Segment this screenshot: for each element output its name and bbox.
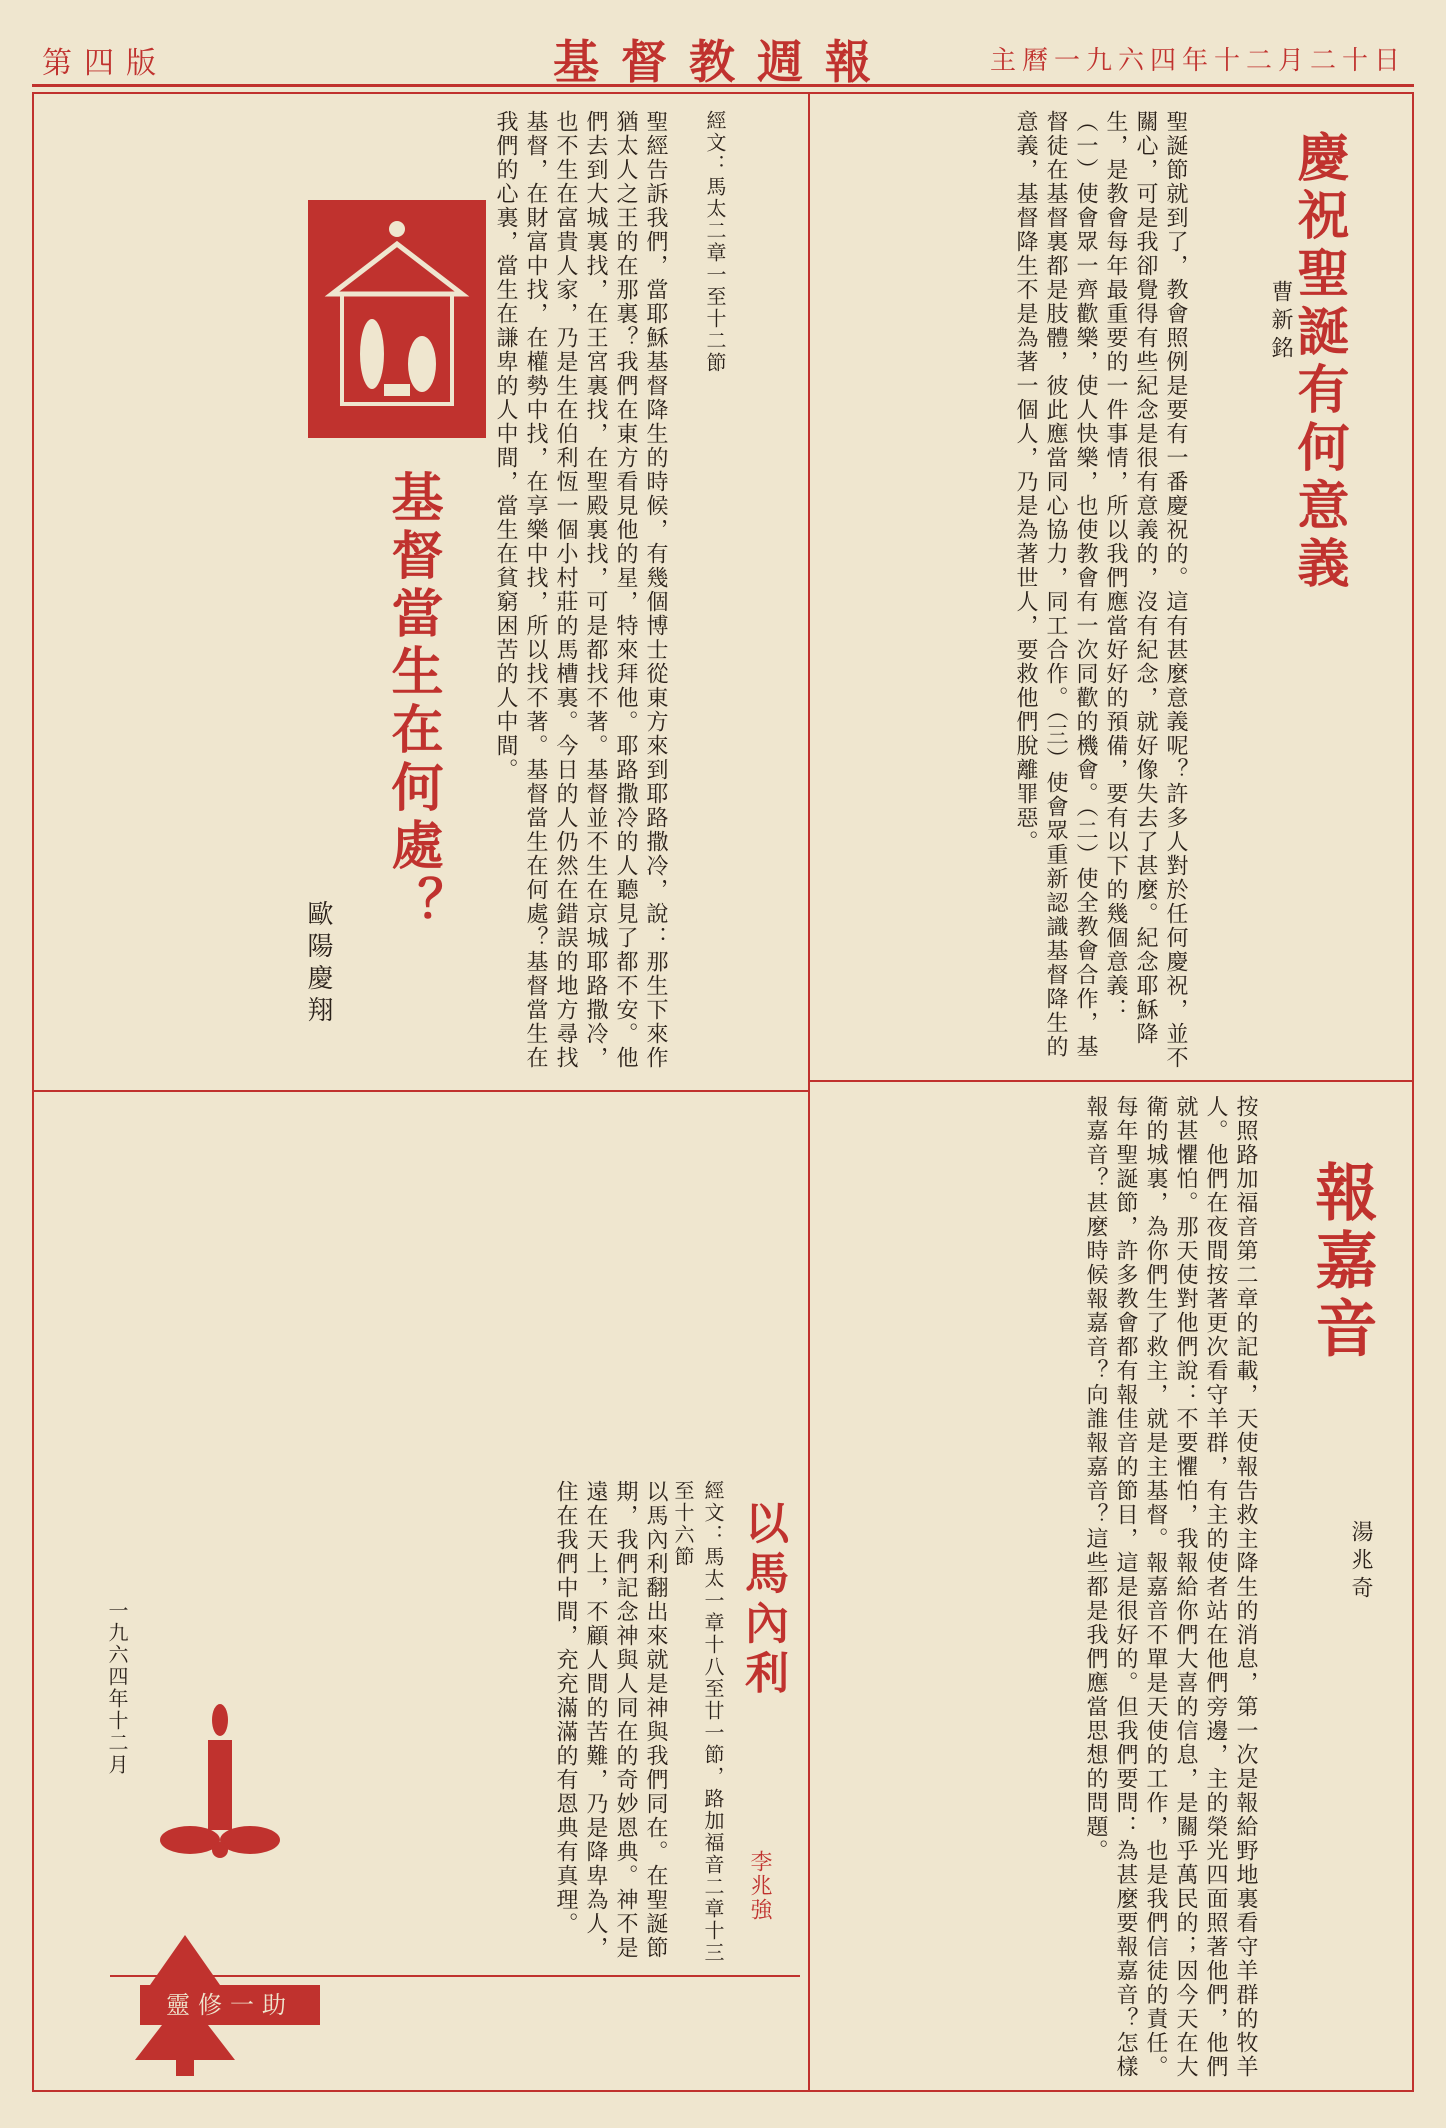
column-divider-right: [808, 92, 810, 2092]
issue-date: 主曆一九六四年十二月二十日: [989, 46, 1406, 76]
immanuel-scripture: 經文：馬太一章十八至廿一節，路加福音二章十三至十六節: [671, 1480, 725, 1964]
immanuel-title: 以馬內利: [737, 1500, 788, 1700]
candle-graphic-icon: [150, 1700, 290, 1880]
where-closing-date: 一九六四年十二月: [105, 1600, 129, 1776]
immanuel-author: 李兆強: [747, 1850, 772, 1922]
newspaper-title: 基督教週報: [553, 35, 893, 89]
where-title: 基督當生在何處？: [382, 470, 443, 934]
celebrate-author: 曹新銘: [1268, 280, 1293, 364]
gospel-title: 報嘉音: [1305, 1160, 1378, 1364]
masthead: [32, 22, 1414, 87]
where-scripture: 經文：馬太二章一至十二節: [703, 110, 727, 374]
celebrate-body: 聖誕節就到了，教會照例是要有一番慶祝的。這有甚麼意義呢？許多人對於任何慶祝，並不關心，可是我卻覺得有些紀念是很有意義的，沒有紀念，就好像失去了甚麼。紀念耶穌降生，是教會每年最重要的一件事情，所以我們應當好好的預備，要有以下的幾個意義：（一）使會眾一齊歡樂，使人快樂，也使教會有一次同歡的機會。（二）使全教會合作，基督徒在基督裏都是肢體，彼此應當同心協力，同工合作。（三）使會眾重新認識基督降生的意義，基督降生不是為著一個人，乃是為著世人，要救他們脫離罪惡。: [1013, 110, 1188, 1070]
gospel-author: 湯兆奇: [1348, 1520, 1373, 1604]
section-divider-right: [810, 1080, 1414, 1082]
where-body: 聖經告訴我們，當耶穌基督降生的時候，有幾個博士從東方來到耶路撒冷，說：那生下來作猶太人之王的在那裏？我們在東方看見他的星，特來拜他。耶路撒冷的人聽見了都不安。他們去到大城裏找，在王宮裏找，在聖殿裏找，可是都找不著。基督並不生在京城耶路撒冷，也不生在富貴人家，乃是生在伯利恆一個小村莊的馬槽裏。今日的人仍然在錯誤的地方尋找基督，在財富中找，在權勢中找，在享樂中找，所以找不著。基督當生在何處？基督當生在我們的心裏，當生在謙卑的人中間，當生在貧窮困苦的人中間。: [493, 110, 668, 1070]
immanuel-body: 以馬內利翻出來就是神與我們同在。在聖誕節期，我們記念神與人同在的奇妙恩典。神不是遠在天上，不顧人間的苦難，乃是降卑為人，住在我們中間，充充滿滿的有恩典有真理。: [553, 1480, 668, 1960]
edition-label: 第四版: [42, 46, 168, 81]
celebrate-title: 慶祝聖誕有何意義: [1288, 130, 1349, 594]
gospel-body: 按照路加福音第二章的記載，天使報告救主降生的消息，第一次是報給野地裏看守羊群的牧羊人。他們在夜間按著更次看守羊群，有主的使者站在他們旁邊，主的榮光四面照著他們，他們就甚懼怕。那天使對他們說：不要懼怕，我報給你們大喜的信息，是關乎萬民的；因今天在大衛的城裏，為你們生了救主，就是主基督。報嘉音不單是天使的工作，也是我們信徒的責任。每年聖誕節，許多教會都有報佳音的節目，這是很好的。但我們要問：為甚麼要報嘉音？怎樣報嘉音？甚麼時候報嘉音？向誰報嘉音？這些都是我們應當思想的問題。: [1083, 1095, 1258, 2079]
candle-ornament-icon: [150, 1700, 290, 1884]
stamp-caption: 靈修一助: [140, 1985, 320, 2025]
celebrate-body-cont: [1346, 110, 1406, 1050]
where-author: 歐陽慶翔: [303, 900, 333, 1028]
